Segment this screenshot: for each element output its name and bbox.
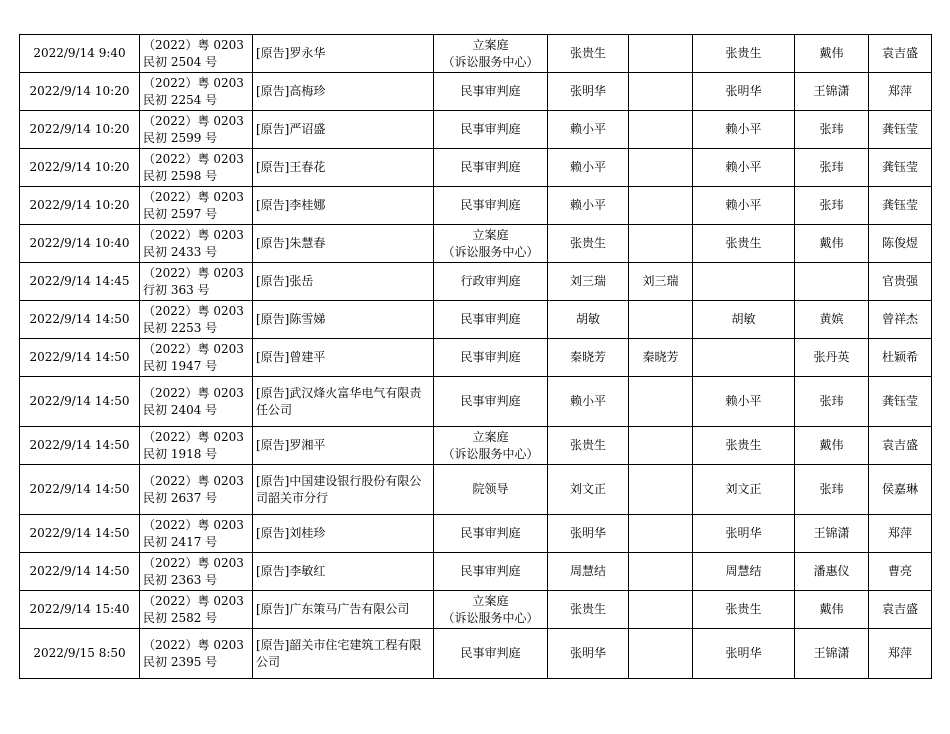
case-number-cell: [140, 515, 253, 553]
table-row: [20, 515, 932, 553]
case-number-line-1: （2022）粤 0203: [143, 341, 244, 356]
panel-member-cell: 张玮: [795, 465, 869, 515]
court-division-cell: [434, 515, 548, 553]
court-division-line-2: （诉讼服务中心）: [442, 244, 539, 259]
case-number-line-1: （2022）粤 0203: [143, 555, 244, 570]
case-number-line-1: （2022）粤 0203: [143, 385, 244, 400]
party-cell: [原告]陈雪娣: [253, 301, 434, 339]
clerk-cell: 龚钰莹: [869, 187, 932, 225]
hearing-time-cell: 2022/9/14 10:20: [20, 187, 140, 225]
sole-judge-cell: [629, 149, 693, 187]
court-division-line-2: （诉讼服务中心）: [442, 446, 539, 461]
case-number-line-2: 行初 363 号: [143, 282, 210, 297]
clerk-cell: 陈俊煜: [869, 225, 932, 263]
court-division-line-1: 立案庭: [472, 593, 509, 608]
clerk-cell: 袁吉盛: [869, 427, 932, 465]
judge-cell: 张贵生: [548, 225, 629, 263]
court-division-cell: [434, 35, 548, 73]
case-number-line-2: 民初 2504 号: [143, 54, 218, 69]
judge-cell: 胡敏: [548, 301, 629, 339]
court-division-cell: [434, 111, 548, 149]
clerk-cell: 曾祥杰: [869, 301, 932, 339]
court-division-cell: [434, 149, 548, 187]
court-division-line-1: 民事审判庭: [460, 122, 521, 136]
court-division-line-1: 立案庭: [472, 227, 509, 242]
court-division-line-1: 民事审判庭: [460, 564, 521, 578]
table-row: [20, 73, 932, 111]
hearing-time-cell: 2022/9/14 10:20: [20, 149, 140, 187]
case-number-cell: [140, 35, 253, 73]
party-cell: [原告]高梅珍: [253, 73, 434, 111]
sole-judge-cell: [629, 301, 693, 339]
hearing-time-cell: 2022/9/14 14:45: [20, 263, 140, 301]
case-number-line-2: 民初 1947 号: [143, 358, 218, 373]
court-division-cell: [434, 263, 548, 301]
table-row: [20, 427, 932, 465]
presiding-judge-cell: 赖小平: [693, 187, 795, 225]
court-division-cell: [434, 301, 548, 339]
case-number-line-1: （2022）粤 0203: [143, 303, 244, 318]
table-row: [20, 629, 932, 679]
panel-member-cell: 戴伟: [795, 35, 869, 73]
case-number-line-2: 民初 2637 号: [143, 490, 218, 505]
clerk-cell: 龚钰莹: [869, 377, 932, 427]
court-division-line-1: 民事审判庭: [460, 646, 521, 660]
court-division-cell: [434, 629, 548, 679]
court-division-cell: [434, 553, 548, 591]
panel-member-cell: 张玮: [795, 377, 869, 427]
sole-judge-cell: [629, 377, 693, 427]
clerk-cell: 郑萍: [869, 515, 932, 553]
presiding-judge-cell: [693, 339, 795, 377]
case-number-cell: [140, 465, 253, 515]
hearing-time-cell: 2022/9/14 14:50: [20, 339, 140, 377]
case-number-line-2: 民初 2254 号: [143, 92, 218, 107]
party-cell: [原告]曾建平: [253, 339, 434, 377]
case-number-line-1: （2022）粤 0203: [143, 37, 244, 52]
hearing-time-cell: 2022/9/14 14:50: [20, 301, 140, 339]
party-cell: [原告]广东策马广告有限公司: [253, 591, 434, 629]
hearing-time-cell: 2022/9/14 9:40: [20, 35, 140, 73]
hearing-time-cell: 2022/9/14 14:50: [20, 515, 140, 553]
clerk-cell: 杜颖希: [869, 339, 932, 377]
sole-judge-cell: [629, 465, 693, 515]
judge-cell: 赖小平: [548, 149, 629, 187]
case-number-line-1: （2022）粤 0203: [143, 429, 244, 444]
party-cell: [原告]严诏盛: [253, 111, 434, 149]
panel-member-cell: 王锦潇: [795, 73, 869, 111]
court-division-line-1: 民事审判庭: [460, 350, 521, 364]
presiding-judge-cell: 张贵生: [693, 591, 795, 629]
panel-member-cell: 王锦潇: [795, 515, 869, 553]
case-number-cell: [140, 301, 253, 339]
presiding-judge-cell: 张贵生: [693, 225, 795, 263]
table-row: [20, 35, 932, 73]
court-division-line-1: 民事审判庭: [460, 160, 521, 174]
clerk-cell: 龚钰莹: [869, 111, 932, 149]
panel-member-cell: 戴伟: [795, 591, 869, 629]
case-number-cell: [140, 591, 253, 629]
case-number-line-2: 民初 2253 号: [143, 320, 218, 335]
judge-cell: 周慧结: [548, 553, 629, 591]
sole-judge-cell: [629, 591, 693, 629]
case-number-line-1: （2022）粤 0203: [143, 75, 244, 90]
party-cell: [原告]韶关市住宅建筑工程有限公司: [253, 629, 434, 679]
panel-member-cell: 戴伟: [795, 427, 869, 465]
court-division-cell: [434, 591, 548, 629]
court-division-cell: [434, 377, 548, 427]
panel-member-cell: 黄嫔: [795, 301, 869, 339]
case-number-cell: [140, 553, 253, 591]
presiding-judge-cell: 张贵生: [693, 35, 795, 73]
table-row: [20, 111, 932, 149]
presiding-judge-cell: 周慧结: [693, 553, 795, 591]
party-cell: [原告]李桂娜: [253, 187, 434, 225]
table-row: [20, 263, 932, 301]
judge-cell: 赖小平: [548, 187, 629, 225]
case-number-line-2: 民初 2433 号: [143, 244, 218, 259]
panel-member-cell: [795, 263, 869, 301]
court-division-line-1: 民事审判庭: [460, 394, 521, 408]
table-row: [20, 553, 932, 591]
panel-member-cell: 张玮: [795, 187, 869, 225]
table-row: [20, 591, 932, 629]
clerk-cell: 郑萍: [869, 629, 932, 679]
hearing-time-cell: 2022/9/14 14:50: [20, 553, 140, 591]
panel-member-cell: 潘惠仪: [795, 553, 869, 591]
case-number-cell: [140, 225, 253, 263]
presiding-judge-cell: 张明华: [693, 73, 795, 111]
case-number-line-2: 民初 2363 号: [143, 572, 218, 587]
case-number-line-2: 民初 1918 号: [143, 446, 218, 461]
party-cell: [原告]罗永华: [253, 35, 434, 73]
party-cell: [原告]中国建设银行股份有限公司韶关市分行: [253, 465, 434, 515]
case-number-line-1: （2022）粤 0203: [143, 473, 244, 488]
court-division-cell: [434, 465, 548, 515]
case-number-cell: [140, 427, 253, 465]
case-number-line-1: （2022）粤 0203: [143, 151, 244, 166]
party-cell: [原告]朱慧春: [253, 225, 434, 263]
case-number-line-2: 民初 2582 号: [143, 610, 218, 625]
case-number-line-2: 民初 2599 号: [143, 130, 218, 145]
table-row: [20, 301, 932, 339]
presiding-judge-cell: 赖小平: [693, 149, 795, 187]
table-row: [20, 339, 932, 377]
clerk-cell: 侯嘉琳: [869, 465, 932, 515]
case-number-cell: [140, 377, 253, 427]
clerk-cell: 郑萍: [869, 73, 932, 111]
party-cell: [原告]刘桂珍: [253, 515, 434, 553]
presiding-judge-cell: 赖小平: [693, 377, 795, 427]
presiding-judge-cell: 张明华: [693, 515, 795, 553]
court-division-line-1: 民事审判庭: [460, 312, 521, 326]
sole-judge-cell: [629, 553, 693, 591]
panel-member-cell: 戴伟: [795, 225, 869, 263]
judge-cell: 刘三瑞: [548, 263, 629, 301]
panel-member-cell: 张玮: [795, 111, 869, 149]
table-row: [20, 377, 932, 427]
hearing-schedule-body: [20, 35, 932, 679]
case-number-line-2: 民初 2597 号: [143, 206, 218, 221]
court-division-line-1: 立案庭: [472, 37, 509, 52]
hearing-time-cell: 2022/9/14 14:50: [20, 377, 140, 427]
court-division-cell: [434, 187, 548, 225]
sole-judge-cell: [629, 35, 693, 73]
case-number-line-1: （2022）粤 0203: [143, 593, 244, 608]
clerk-cell: 官贵强: [869, 263, 932, 301]
case-number-line-1: （2022）粤 0203: [143, 189, 244, 204]
court-division-line-1: 立案庭: [472, 429, 509, 444]
case-number-line-2: 民初 2395 号: [143, 654, 218, 669]
court-division-line-1: 行政审判庭: [460, 274, 521, 288]
presiding-judge-cell: 张贵生: [693, 427, 795, 465]
case-number-line-2: 民初 2404 号: [143, 402, 218, 417]
clerk-cell: 曹亮: [869, 553, 932, 591]
case-number-line-2: 民初 2417 号: [143, 534, 218, 549]
case-number-cell: [140, 263, 253, 301]
hearing-time-cell: 2022/9/14 10:40: [20, 225, 140, 263]
hearing-time-cell: 2022/9/14 15:40: [20, 591, 140, 629]
case-number-cell: [140, 187, 253, 225]
party-cell: [原告]李敏红: [253, 553, 434, 591]
judge-cell: 张贵生: [548, 427, 629, 465]
clerk-cell: 袁吉盛: [869, 35, 932, 73]
hearing-time-cell: 2022/9/14 10:20: [20, 111, 140, 149]
table-row: [20, 465, 932, 515]
sole-judge-cell: [629, 427, 693, 465]
clerk-cell: 袁吉盛: [869, 591, 932, 629]
presiding-judge-cell: 刘文正: [693, 465, 795, 515]
hearing-time-cell: 2022/9/15 8:50: [20, 629, 140, 679]
sole-judge-cell: 秦晓芳: [629, 339, 693, 377]
judge-cell: 张明华: [548, 515, 629, 553]
sole-judge-cell: 刘三瑞: [629, 263, 693, 301]
sole-judge-cell: [629, 515, 693, 553]
table-row: [20, 149, 932, 187]
court-division-line-1: 院领导: [472, 482, 509, 496]
presiding-judge-cell: 张明华: [693, 629, 795, 679]
party-cell: [原告]武汉烽火富华电气有限责任公司: [253, 377, 434, 427]
party-cell: [原告]罗湘平: [253, 427, 434, 465]
table-row: [20, 225, 932, 263]
court-division-line-1: 民事审判庭: [460, 526, 521, 540]
court-division-cell: [434, 427, 548, 465]
presiding-judge-cell: 胡敏: [693, 301, 795, 339]
court-division-cell: [434, 73, 548, 111]
court-division-cell: [434, 339, 548, 377]
sole-judge-cell: [629, 111, 693, 149]
presiding-judge-cell: [693, 263, 795, 301]
case-number-line-1: （2022）粤 0203: [143, 637, 244, 652]
judge-cell: 张明华: [548, 73, 629, 111]
case-number-cell: [140, 111, 253, 149]
case-number-cell: [140, 339, 253, 377]
judge-cell: 刘文正: [548, 465, 629, 515]
case-number-line-2: 民初 2598 号: [143, 168, 218, 183]
presiding-judge-cell: 赖小平: [693, 111, 795, 149]
hearing-time-cell: 2022/9/14 14:50: [20, 465, 140, 515]
case-number-cell: [140, 73, 253, 111]
hearing-time-cell: 2022/9/14 14:50: [20, 427, 140, 465]
court-division-line-2: （诉讼服务中心）: [442, 610, 539, 625]
hearing-schedule-table: [19, 34, 932, 679]
case-number-line-1: （2022）粤 0203: [143, 265, 244, 280]
hearing-time-cell: 2022/9/14 10:20: [20, 73, 140, 111]
judge-cell: 秦晓芳: [548, 339, 629, 377]
judge-cell: 赖小平: [548, 377, 629, 427]
table-row: [20, 187, 932, 225]
panel-member-cell: 王锦潇: [795, 629, 869, 679]
sole-judge-cell: [629, 73, 693, 111]
case-number-line-1: （2022）粤 0203: [143, 227, 244, 242]
sole-judge-cell: [629, 225, 693, 263]
judge-cell: 张贵生: [548, 591, 629, 629]
case-number-cell: [140, 149, 253, 187]
judge-cell: 张贵生: [548, 35, 629, 73]
party-cell: [原告]王春花: [253, 149, 434, 187]
judge-cell: 赖小平: [548, 111, 629, 149]
party-cell: [原告]张岳: [253, 263, 434, 301]
case-number-line-1: （2022）粤 0203: [143, 517, 244, 532]
panel-member-cell: 张丹英: [795, 339, 869, 377]
judge-cell: 张明华: [548, 629, 629, 679]
court-division-cell: [434, 225, 548, 263]
sole-judge-cell: [629, 629, 693, 679]
court-division-line-1: 民事审判庭: [460, 198, 521, 212]
sole-judge-cell: [629, 187, 693, 225]
clerk-cell: 龚钰莹: [869, 149, 932, 187]
case-number-line-1: （2022）粤 0203: [143, 113, 244, 128]
court-division-line-1: 民事审判庭: [460, 84, 521, 98]
case-number-cell: [140, 629, 253, 679]
panel-member-cell: 张玮: [795, 149, 869, 187]
court-division-line-2: （诉讼服务中心）: [442, 54, 539, 69]
